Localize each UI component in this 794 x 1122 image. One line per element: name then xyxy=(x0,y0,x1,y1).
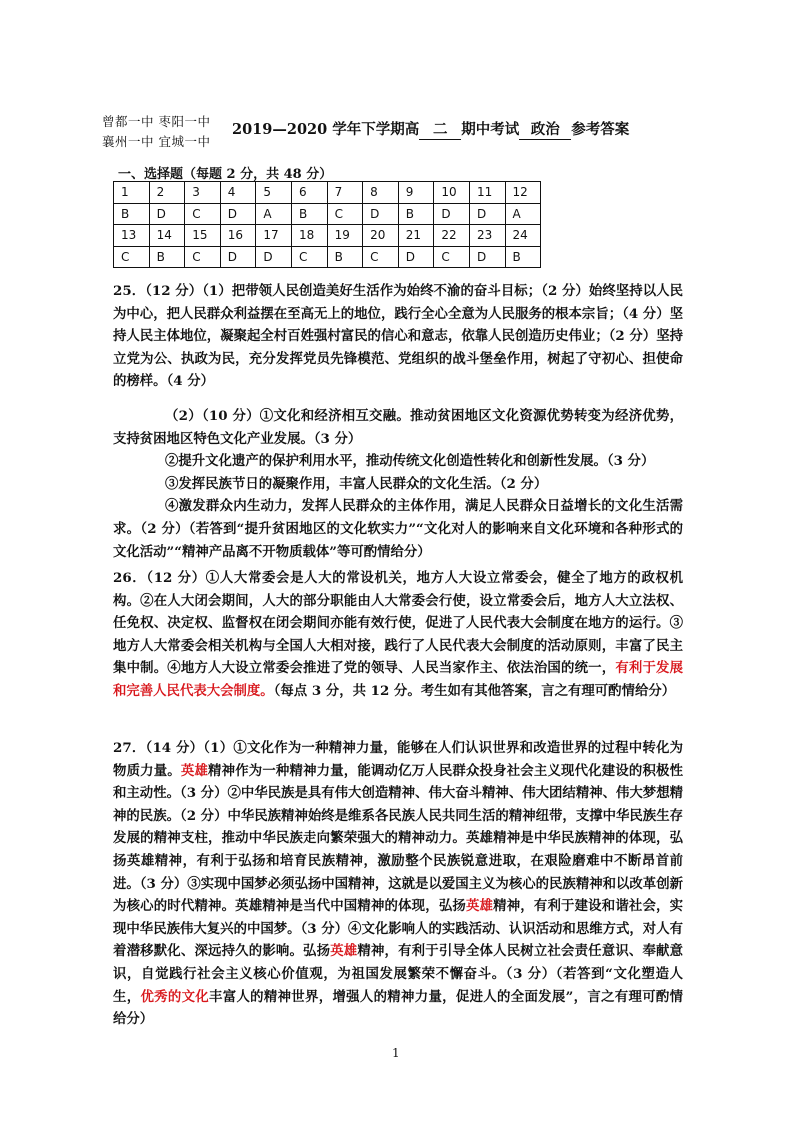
table-row xyxy=(114,225,541,247)
q27-c: 精神，有利于建设和谐社会，实现中华民族伟大复兴的中国梦。（3 分）④文化影响人的实践活动、认识活动和思维方式，对人有着潜移默化、深远持久的影响。弘扬 xyxy=(113,898,684,960)
table-cell: A xyxy=(256,203,292,225)
table-row xyxy=(114,246,541,268)
title-grade: 二 xyxy=(419,118,461,140)
title-prefix: 2019—2020 学年下学期高 xyxy=(232,121,420,138)
table-cell: C xyxy=(185,246,221,268)
table-cell: B xyxy=(291,203,327,225)
table-cell: B xyxy=(149,246,185,268)
table-cell: 16 xyxy=(220,225,256,247)
page-title xyxy=(232,118,629,140)
table-cell: 13 xyxy=(114,225,150,247)
table-cell: 6 xyxy=(291,182,327,204)
table-row xyxy=(114,203,541,225)
q27-highlight-2: 英雄 xyxy=(465,898,494,915)
table-cell: C xyxy=(434,246,470,268)
answer-table xyxy=(113,181,541,268)
q27-e: 丰富人的精神世界，增强人的精神力量，促进人的全面发展”，言之有理可酌情给分） xyxy=(113,988,684,1028)
table-cell: 7 xyxy=(327,182,363,204)
q27-highlight-1: 英雄 xyxy=(180,762,209,779)
table-cell: D xyxy=(434,203,470,225)
question-27 xyxy=(113,737,683,1031)
table-cell: B xyxy=(327,246,363,268)
table-cell: 22 xyxy=(434,225,470,247)
q27-b: 精神作为一种精神力量，能调动亿万人民群众投身社会主义现代化建设的积极性和主动性。（3 分）②中华民族是具有伟大创造精神、伟大奋斗精神、伟大团结精神、伟大梦想精神的民族。（2 分）中华民族精神始终是维系各民族人民共同生活的精神纽带，支撑中华民族生存发展的精神支柱，推动中华民族走向繁荣强大的精神动力。英雄精神是中华民族精神的体现，弘扬英雄精神，有利于弘扬和培育民族精神，激励整个民族锐意进取，在艰险磨难中不断昂首前进。（3 分）③实现中国梦必须弘扬中国精神，这就是以爱国主义为核心的民族精神和以改革创新为核心的时代精神。英雄精神是当代中国精神的体现，弘扬 xyxy=(113,762,684,915)
table-cell: 3 xyxy=(185,182,221,204)
table-cell: 10 xyxy=(434,182,470,204)
q25-part2-d: ④激发群众内生动力，发挥人民群众的主体作用，满足人民群众日益增长的文化生活需求。（2 分）（若答到“提升贫困地区的文化软实力”“文化对人的影响来自文化环境和各种形式的文化活动”“精神产品离不开物质载体”等可酌情给分） xyxy=(113,498,683,560)
q27-highlight-3: 英雄 xyxy=(330,943,358,960)
table-cell: C xyxy=(363,246,399,268)
q27-highlight-4: 优秀的文化 xyxy=(140,988,210,1005)
question-25-part-1 xyxy=(113,280,683,393)
table-cell: 9 xyxy=(398,182,434,204)
table-cell: 1 xyxy=(114,182,150,204)
school-names xyxy=(102,112,210,152)
table-cell: C xyxy=(291,246,327,268)
page-number: 1 xyxy=(392,1046,400,1060)
q25-part1-text: 25．（12 分）（1）把带领人民创造美好生活作为始终不渝的奋斗目标；（2 分）始终坚持以人民为中心，把人民群众利益摆在至高无上的地位，践行全心全意为人民服务的根本宗旨；（4 分）坚持人民主体地位，凝聚起全村百姓强村富民的信心和意志，依靠人民创造历史伟业；（2 分）坚持立党为公、执政为民，充分发挥党员先锋模范、党组织的战斗堡垒作用，树起了守初心、担使命的榜样。（4 分） xyxy=(113,283,683,390)
table-cell: 8 xyxy=(363,182,399,204)
table-row xyxy=(114,182,541,204)
table-cell: 20 xyxy=(363,225,399,247)
table-cell: 19 xyxy=(327,225,363,247)
title-subject: 政治 xyxy=(519,118,571,140)
table-cell: B xyxy=(114,203,150,225)
table-cell: 12 xyxy=(505,182,541,204)
table-cell: C xyxy=(114,246,150,268)
question-26 xyxy=(113,567,683,703)
title-exam: 期中考试 xyxy=(461,121,520,138)
table-cell: 17 xyxy=(256,225,292,247)
table-cell: D xyxy=(220,246,256,268)
q26-end: （每点 3 分，共 12 分。考生如有其他答案，言之有理可酌情给分） xyxy=(273,682,676,699)
table-cell: 4 xyxy=(220,182,256,204)
table-cell: D xyxy=(469,203,505,225)
table-cell: D xyxy=(363,203,399,225)
table-cell: B xyxy=(398,203,434,225)
table-cell: 11 xyxy=(469,182,505,204)
table-cell: D xyxy=(149,203,185,225)
table-cell: 23 xyxy=(469,225,505,247)
school-line-1: 曾都一中 枣阳一中 xyxy=(102,114,211,129)
table-cell: 24 xyxy=(505,225,541,247)
school-line-2: 襄州一中 宜城一中 xyxy=(102,134,211,149)
table-cell: D xyxy=(398,246,434,268)
table-cell: C xyxy=(327,203,363,225)
table-cell: 15 xyxy=(185,225,221,247)
table-cell: A xyxy=(505,203,541,225)
q25-part2-c: ③发挥民族节日的凝聚作用，丰富人民群众的文化生活。（2 分） xyxy=(165,475,548,492)
table-cell: D xyxy=(220,203,256,225)
question-25-part-2 xyxy=(113,405,683,563)
table-cell: 21 xyxy=(398,225,434,247)
section-heading-choice: 一、选择题（每题 2 分，共 48 分） xyxy=(118,167,333,182)
table-cell: 14 xyxy=(149,225,185,247)
q27-d: 精神，有利于引导全体人民树立社会责任意识、奉献意识，自觉践行社会主义核心价值观，为祖国发展繁荣不懈奋斗。（3 分）（若答到“文化塑造人生， xyxy=(113,943,684,1005)
table-cell: D xyxy=(256,246,292,268)
table-cell: 18 xyxy=(291,225,327,247)
table-cell: D xyxy=(469,246,505,268)
q27-a: 27．（14 分）（1）①文化作为一种精神力量，能够在人们认识世界和改造世界的过程中转化为物质力量。 xyxy=(113,740,683,779)
title-suffix: 参考答案 xyxy=(571,121,630,138)
table-cell: B xyxy=(505,246,541,268)
table-cell: 2 xyxy=(149,182,185,204)
q26-highlight: 有利于发展和完善人民代表大会制度。 xyxy=(113,660,684,699)
q25-part2-a: （2）（10 分）①文化和经济相互交融。推动贫困地区文化资源优势转变为经济优势，支持贫困地区特色文化产业发展。（3 分） xyxy=(113,408,683,447)
q25-part2-b: ②提升文化遗产的保护利用水平，推动传统文化创造性转化和创新性发展。（3 分） xyxy=(165,453,655,470)
q26-text: 26．（12 分）①人大常委会是人大的常设机关，地方人大设立常委会，健全了地方的政权机构。②在人大闭会期间，人大的部分职能由人大常委会行使，设立常委会后，地方人大立法权、任免权、决定权、监督权在闭会期间亦能有效行使，促进了人民代表大会制度在地方的运行。③地方人大常委会相关机构与全国人大相对接，践行了人民代表大会制度的活动原则，丰富了民主集中制。④地方人大设立常委会推进了党的领导、人民当家作主、依法治国的统一， xyxy=(113,570,683,677)
table-cell: 5 xyxy=(256,182,292,204)
table-cell: C xyxy=(185,203,221,225)
